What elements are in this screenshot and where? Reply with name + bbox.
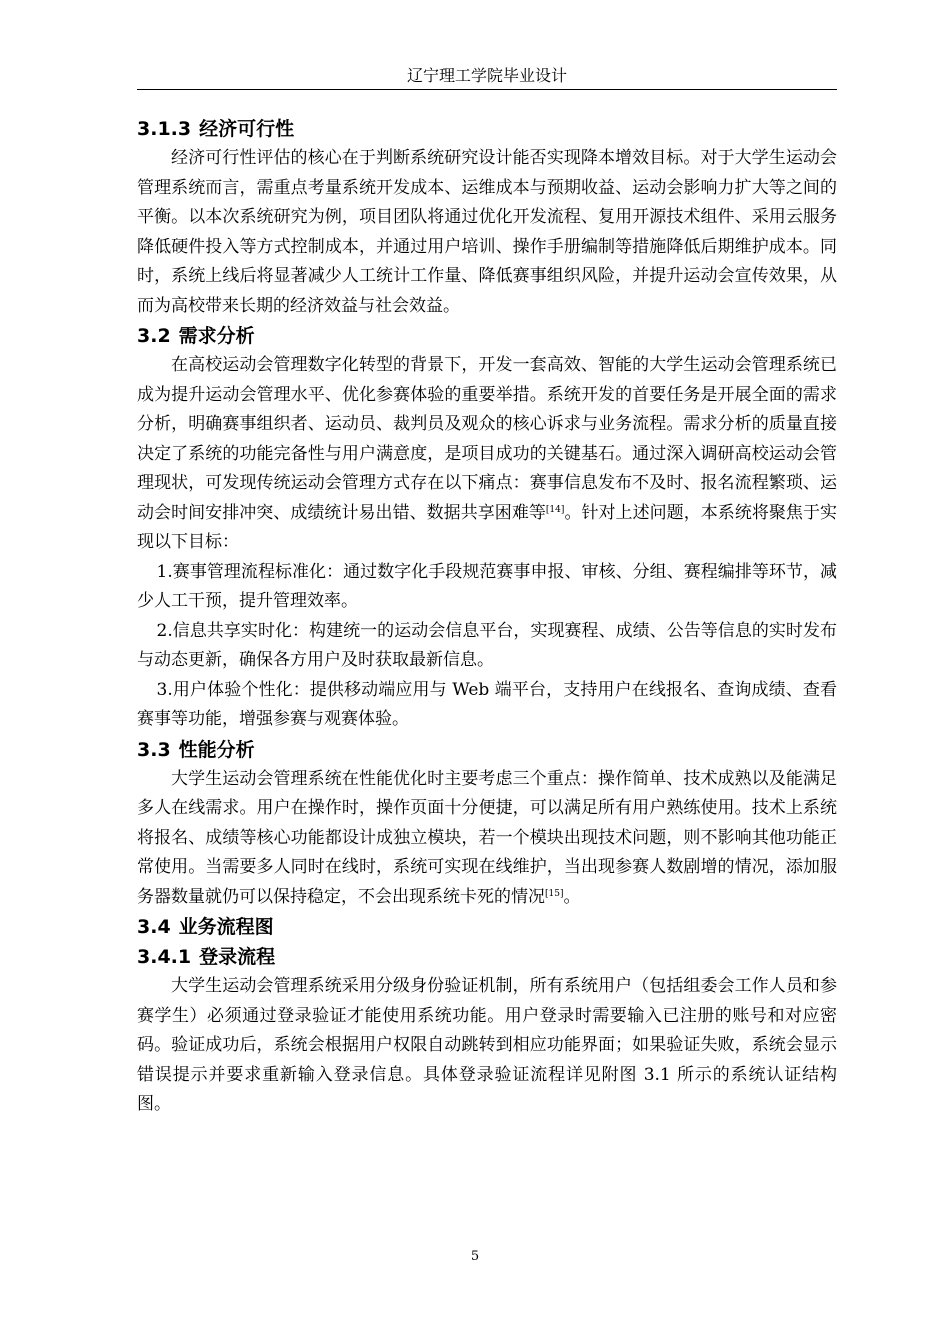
section-number: 3.4 bbox=[137, 916, 171, 938]
section-title: 需求分析 bbox=[178, 325, 255, 347]
section-number: 3.3 bbox=[137, 738, 171, 761]
page-number: 5 bbox=[470, 1249, 480, 1264]
section-number: 3.4.1 bbox=[137, 946, 192, 968]
header-rule bbox=[137, 89, 837, 90]
section-heading-3-4 bbox=[137, 912, 837, 942]
section-number: 3.2 bbox=[137, 325, 171, 347]
paragraph-login-flow: 大学生运动会管理系统采用分级身份验证机制，所有系统用户（包括组委会工作人员和参赛学生）必须通过登录验证才能使用系统功能。用户登录时需要输入已注册的账号和对应密码。验证成功后，系统会根据用户权限自动跳转到相应功能界面；如果验证失败，系统会显示错误提示并要求重新输入登录信息。具体登录验证流程详见附图 3.1 所示的系统认证结构图。 bbox=[137, 976, 837, 1114]
list-item: 3.用户体验个性化：提供移动端应用与 Web 端平台，支持用户在线报名、查询成绩、查看赛事等功能，增强参赛与观赛体验。 bbox=[137, 679, 837, 729]
section-title: 登录流程 bbox=[199, 946, 276, 968]
paragraph-performance bbox=[137, 765, 837, 913]
citation-ref: [15] bbox=[545, 888, 564, 899]
running-header: 辽宁理工学院毕业设计 bbox=[406, 66, 567, 85]
section-title: 经济可行性 bbox=[199, 118, 295, 140]
section-title: 性能分析 bbox=[178, 738, 255, 761]
section-title: 业务流程图 bbox=[178, 916, 274, 938]
paragraph-text: 。针对上述问题，本系统将聚焦于实现以下目标： bbox=[137, 502, 838, 552]
page-body bbox=[137, 114, 837, 1120]
paragraph-economic-feasibility: 经济可行性评估的核心在于判断系统研究设计能否实现降本增效目标。对于大学生运动会管理系统而言，需重点考量系统开发成本、运维成本与预期收益、运动会影响力扩大等之间的平衡。以本次系统研究为例，项目团队将通过优化开发流程、复用开源技术组件、采用云服务降低硬件投入等方式控制成本，并通过用户培训、操作手册编制等措施降低后期维护成本。同时，系统上线后将显著减少人工统计工作量、降低赛事组织风险，并提升运动会宣传效果，从而为高校带来长期的经济效益与社会效益。 bbox=[137, 148, 837, 316]
list-item: 2.信息共享实时化：构建统一的运动会信息平台，实现赛程、成绩、公告等信息的实时发布与动态更新，确保各方用户及时获取最新信息。 bbox=[137, 620, 837, 670]
section-number: 3.1.3 bbox=[137, 118, 192, 140]
citation-ref: [14] bbox=[545, 504, 565, 515]
section-heading-3-1-3 bbox=[137, 114, 837, 144]
paragraph-text: 大学生运动会管理系统在性能优化时主要考虑三个重点：操作简单、技术成熟以及能满足多人在线需求。用户在操作时，操作页面十分便捷，可以满足所有用户熟练使用。技术上系统将报名、成绩等核心功能都设计成独立模块，若一个模块出现技术问题，则不影响其他功能正常使用。当需要多人同时在线时，系统可实现在线维护，当出现参赛人数剧增的情况，添加服务器数量就仍可以保持稳定，不会出现系统卡死的情况 bbox=[137, 768, 837, 907]
paragraph-text: 在高校运动会管理数字化转型的背景下，开发一套高效、智能的大学生运动会管理系统已成为提升运动会管理水平、优化参赛体验的重要举措。系统开发的首要任务是开展全面的需求分析，明确赛事组织者、运动员、裁判员及观众的核心诉求与业务流程。需求分析的质量直接决定了系统的功能完备性与用户满意度，是项目成功的关键基石。通过深入调研高校运动会管理现状，可发现传统运动会管理方式存在以下痛点：赛事信息发布不及时、报名流程繁琐、运动会时间安排冲突、成绩统计易出错、数据共享困难等 bbox=[137, 355, 837, 523]
paragraph-requirements bbox=[137, 351, 837, 558]
paragraph-text: 。 bbox=[563, 886, 581, 907]
list-item: 1.赛事管理流程标准化：通过数字化手段规范赛事申报、审核、分组、赛程编排等环节，减少人工干预，提升管理效率。 bbox=[137, 561, 837, 611]
section-heading-3-3 bbox=[137, 735, 837, 765]
section-heading-3-2 bbox=[137, 321, 837, 351]
section-heading-3-4-1 bbox=[137, 942, 837, 972]
